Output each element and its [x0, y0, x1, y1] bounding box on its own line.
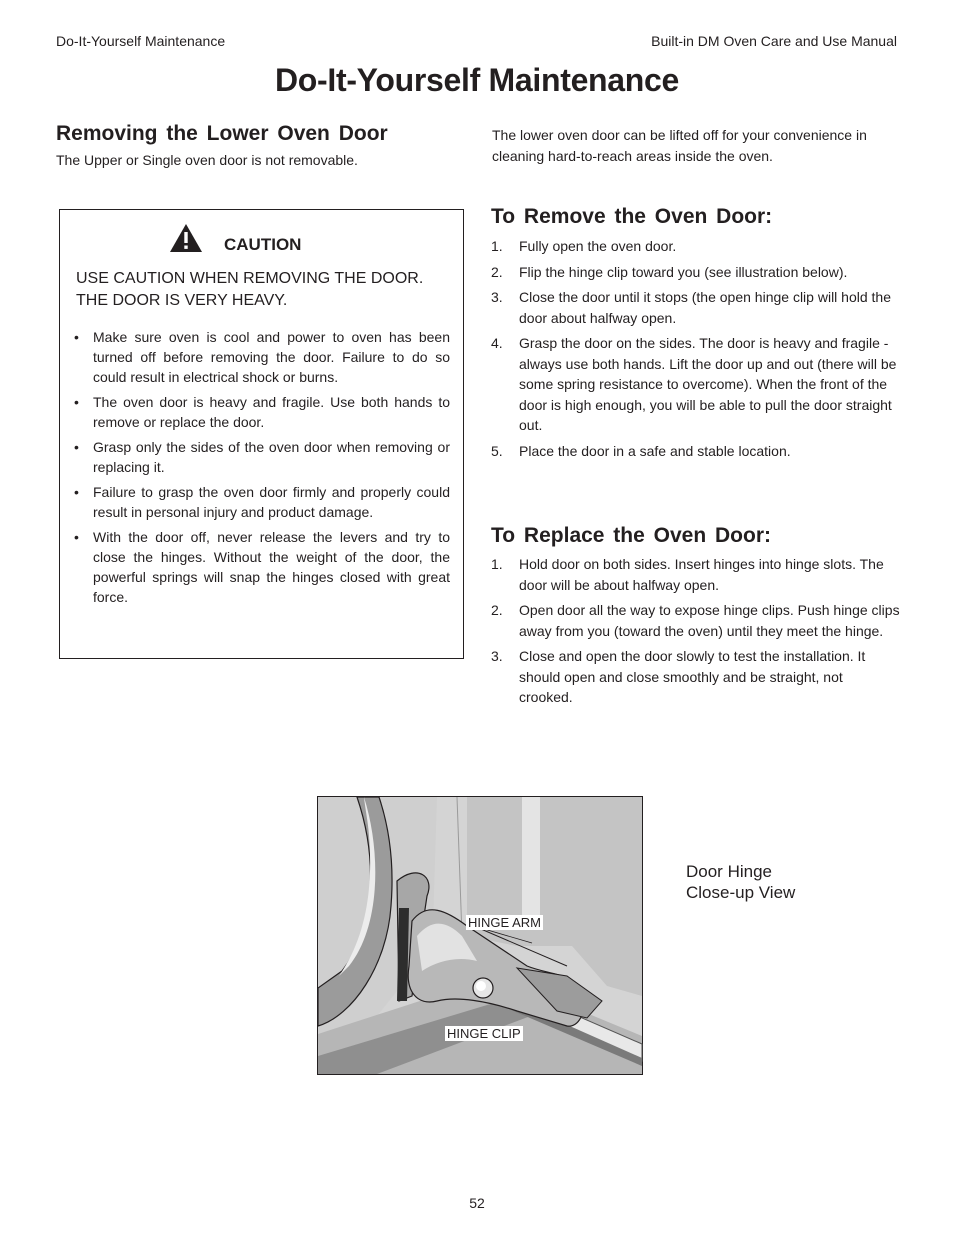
caution-warning-text: USE CAUTION WHEN REMOVING THE DOOR. THE DOOR IS VERY HEAVY.	[76, 270, 424, 309]
list-item: 2. Flip the hinge clip toward you (see illustration below).	[491, 263, 848, 280]
page-title: Do-It-Yourself Maintenance	[274, 62, 680, 98]
list-item: 4. Grasp the door on the sides. The door is heavy and fragile - always use both hands. Lift the door up and out (there will be some spring resistance to overcome). When the front of the door is high enough, you will be able to pull the door straight out.	[491, 335, 897, 433]
caption-line-1: Door Hinge	[686, 862, 772, 881]
hinge-arm-callout: HINGE ARM	[468, 915, 541, 930]
page-number: 52	[469, 1195, 485, 1211]
intro-paragraph: The lower oven door can be lifted off for your convenience in cleaning hard-to-reach areas inside the oven.	[492, 127, 867, 164]
caution-bullet: • Make sure oven is cool and power to oven has been turned off before removing the door. Failure to do so could result in electrical shock or burns.	[72, 327, 450, 387]
caution-bullet: • The oven door is heavy and fragile. Use both hands to remove or replace the door.	[72, 392, 450, 432]
caution-label: CAUTION	[224, 235, 302, 254]
caption-line-2: Close-up View	[686, 883, 796, 902]
replace-steps-list	[491, 554, 900, 713]
caution-box	[59, 209, 464, 659]
door-hinge-illustration	[317, 796, 643, 1075]
running-header-left: Do-It-Yourself Maintenance	[56, 33, 226, 49]
list-item: 1. Hold door on both sides. Insert hinges into hinge slots. The door will be about halfway open.	[491, 556, 884, 593]
section-heading-remove: To Remove the Oven Door:	[491, 205, 773, 228]
list-item: 1. Fully open the oven door.	[491, 238, 677, 254]
list-item: 3. Close and open the door slowly to test the installation. It should open and close smoothly and be straight, not crooked.	[491, 648, 866, 705]
remove-steps-list	[491, 236, 900, 466]
caution-bullet: • With the door off, never release the levers and try to close the hinges. Without the weight of the door, the powerful springs will snap the hinges closed with great force.	[72, 527, 450, 607]
caution-bullet: • Grasp only the sides of the oven door when removing or replacing it.	[72, 437, 450, 477]
list-item: 3. Close the door until it stops (the open hinge clip will hold the door about halfway open.	[491, 289, 891, 326]
list-item: 5. Place the door in a safe and stable location.	[491, 442, 791, 459]
caution-bullet-list	[72, 327, 450, 612]
running-header-right: Built-in DM Oven Care and Use Manual	[651, 33, 897, 49]
list-item: 2. Open door all the way to expose hinge clips. Push hinge clips away from you (toward the oven) until they meet the hinge.	[491, 602, 900, 639]
hinge-clip-callout: HINGE CLIP	[447, 1026, 521, 1041]
warning-triangle-icon	[169, 223, 203, 253]
illustration-caption	[686, 861, 795, 903]
section-heading-replace: To Replace the Oven Door:	[491, 524, 771, 547]
section-heading-removing: Removing the Lower Oven Door	[56, 122, 388, 145]
caution-bullet: • Failure to grasp the oven door firmly and properly could result in personal injury and product damage.	[72, 482, 450, 522]
removable-note: The Upper or Single oven door is not removable.	[56, 152, 358, 168]
